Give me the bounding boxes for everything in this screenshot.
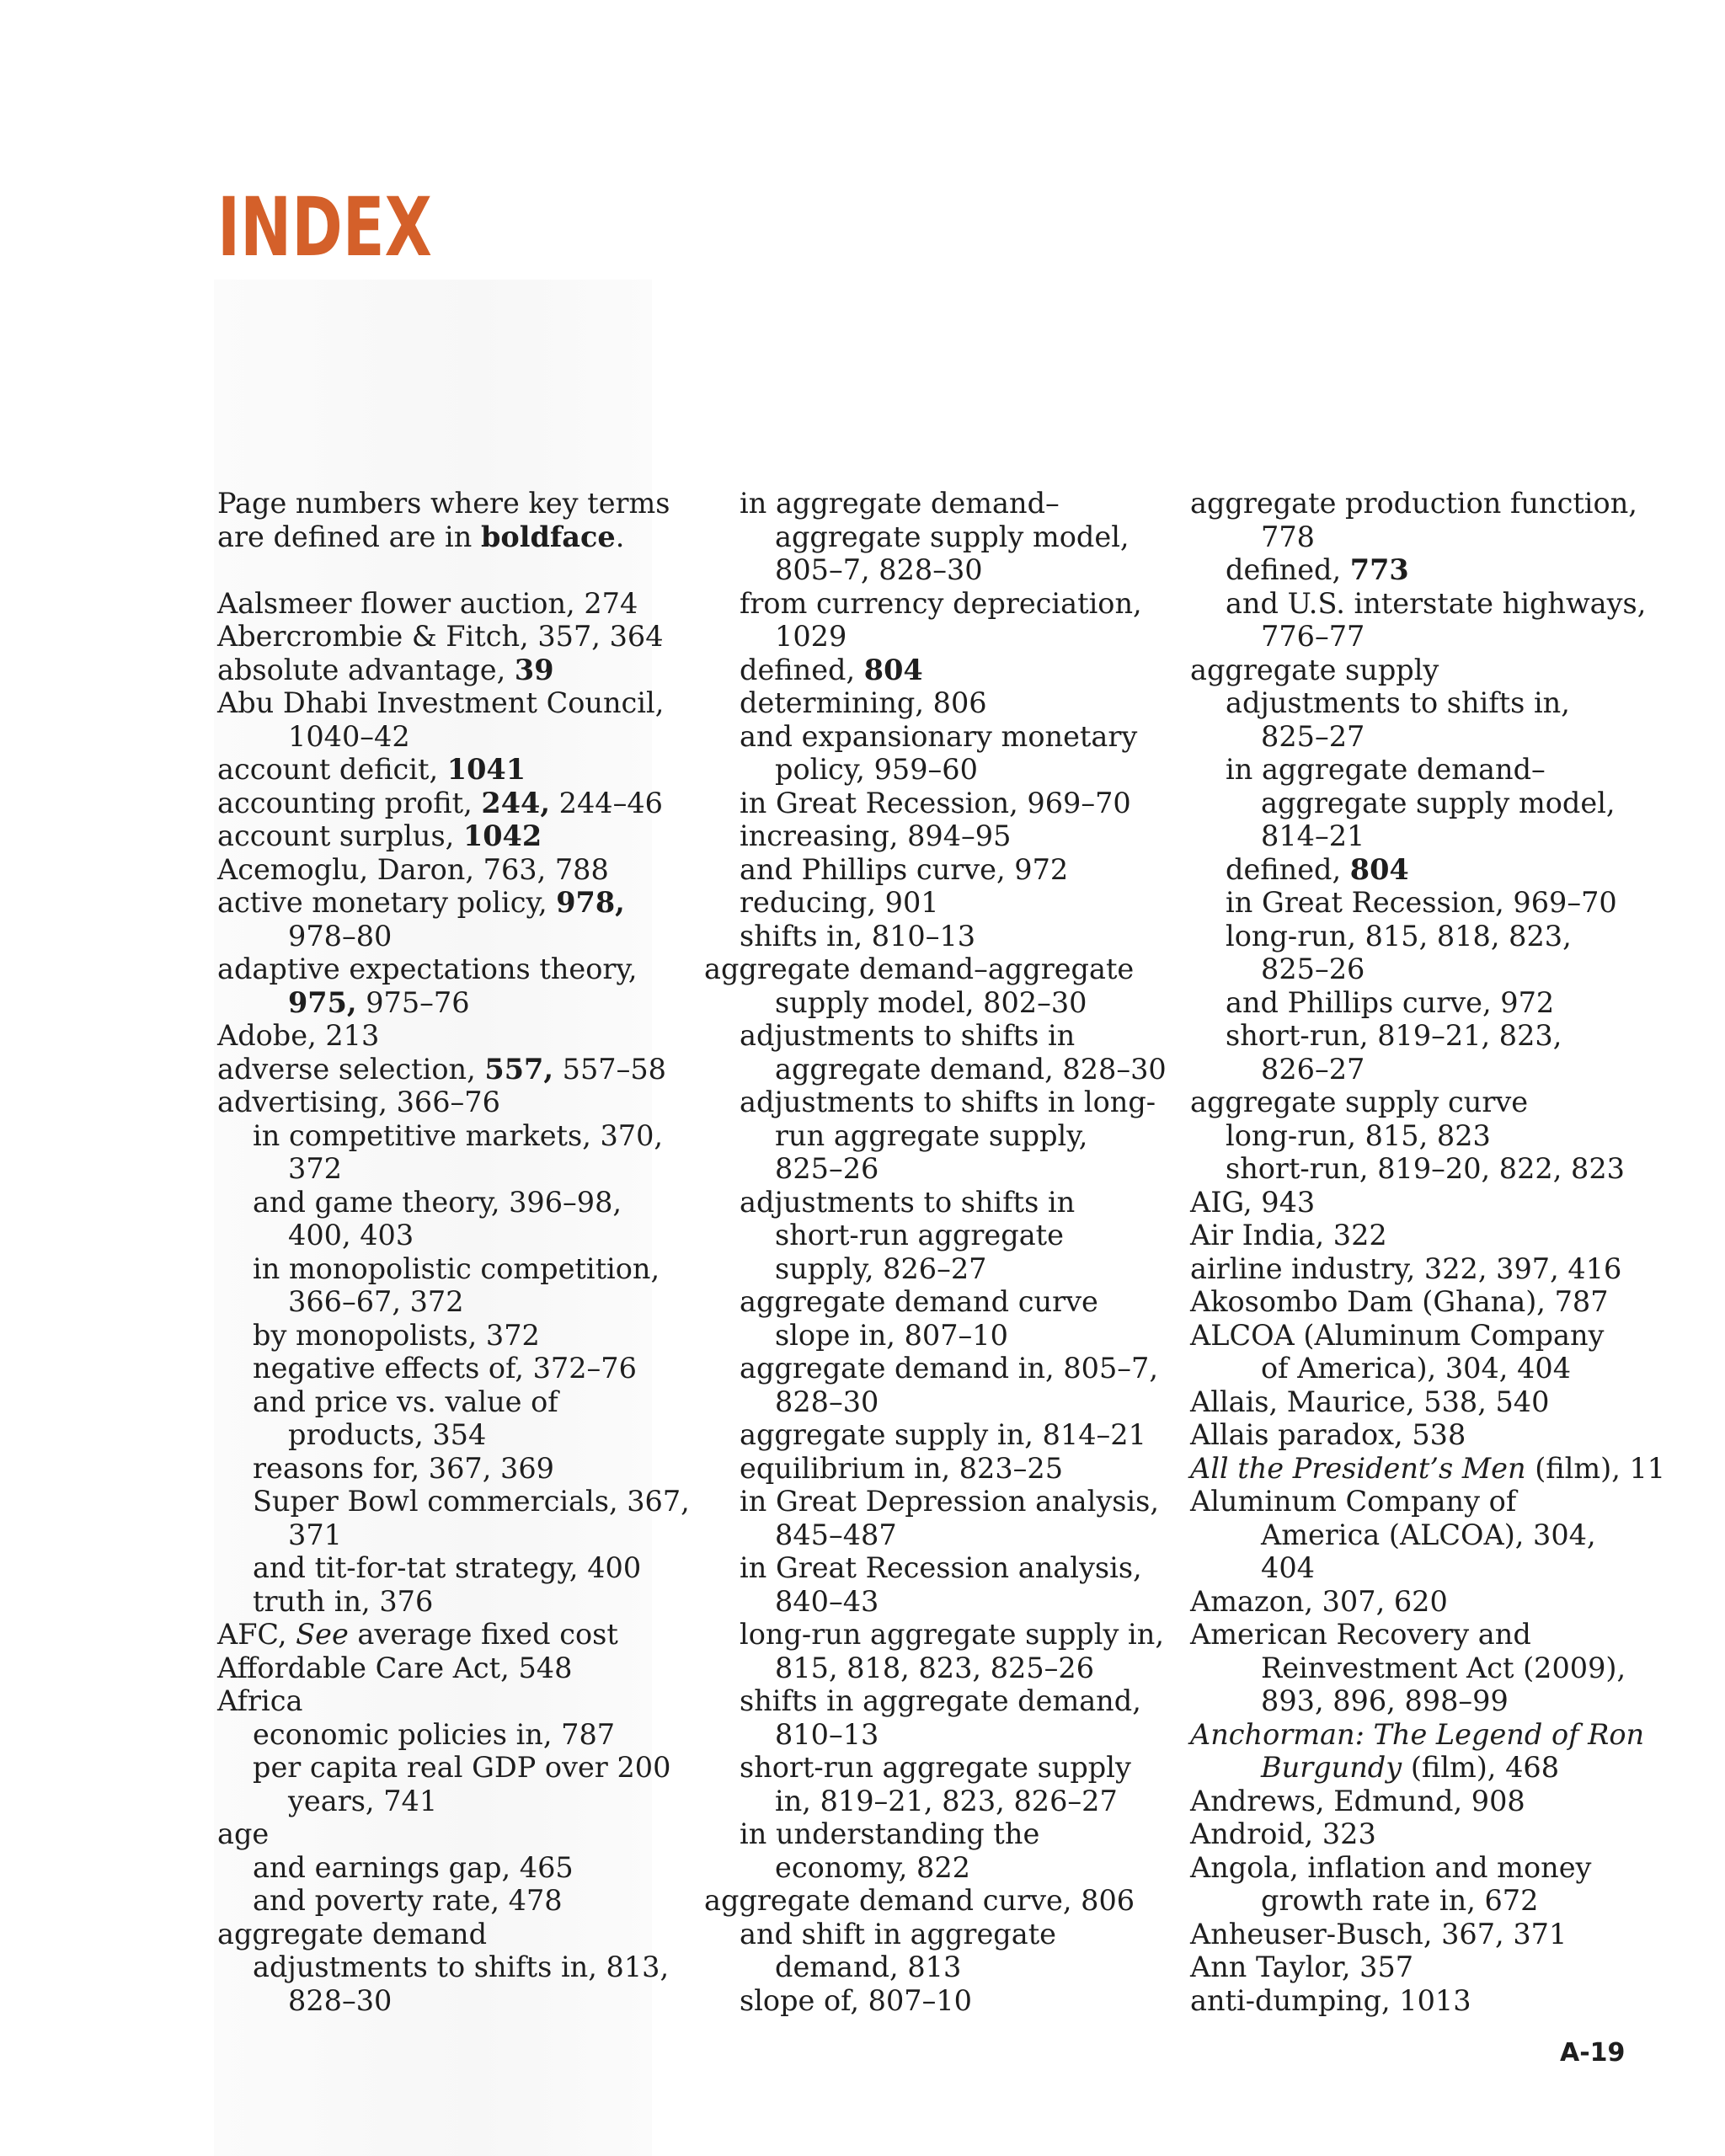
index-subentry: adjustments to shifts in long- xyxy=(740,1086,1156,1118)
index-entry-continuation: 810–13 xyxy=(775,1717,879,1751)
index-subentry: aggregate supply in, 814–21 xyxy=(740,1418,1146,1451)
index-entry-continuation: 825–27 xyxy=(1261,719,1365,753)
index-subentry: in Great Recession, 969–70 xyxy=(1226,886,1617,919)
index-subentry: and expansionary monetary xyxy=(740,719,1138,753)
index-entry-continuation: 845–487 xyxy=(775,1518,897,1551)
index-entry-continuation: 828–30 xyxy=(288,1983,393,2017)
index-subentry: shifts in aggregate demand, xyxy=(740,1684,1141,1717)
index-entry: adaptive expectations theory, xyxy=(217,953,638,985)
index-subentry: adjustments to shifts in xyxy=(740,1019,1076,1052)
index-entry: Abercrombie & Fitch, 357, 364 xyxy=(217,620,664,653)
index-entry-continuation: 1040–42 xyxy=(288,719,410,753)
index-subentry: economic policies in, 787 xyxy=(253,1717,616,1751)
index-entry-continuation: 778 xyxy=(1261,520,1315,553)
index-entry-continuation: supply, 826–27 xyxy=(775,1251,987,1285)
index-subentry: short-run aggregate supply xyxy=(740,1751,1131,1784)
index-subentry: and price vs. value of xyxy=(253,1385,558,1418)
index-entry: advertising, 366–76 xyxy=(217,1086,500,1118)
index-subentry: adjustments to shifts in, xyxy=(1226,686,1570,719)
index-entry: Africa xyxy=(217,1684,303,1717)
index-subentry: in Great Recession, 969–70 xyxy=(740,786,1131,819)
index-entry: Allais, Maurice, 538, 540 xyxy=(1190,1385,1550,1418)
index-subentry: aggregate demand in, 805–7, xyxy=(740,1352,1158,1385)
index-entry: account surplus, 1042 xyxy=(217,819,542,852)
index-subentry: in competitive markets, 370, xyxy=(253,1118,664,1152)
index-entry: Adobe, 213 xyxy=(217,1019,380,1052)
index-subentry: from currency depreciation, xyxy=(740,586,1142,620)
index-subentry: per capita real GDP over 200 xyxy=(253,1751,671,1784)
index-subentry: and shift in aggregate xyxy=(740,1917,1056,1951)
index-subentry: in Great Depression analysis, xyxy=(740,1485,1159,1518)
index-entry-continuation: 371 xyxy=(288,1518,342,1551)
index-subentry: long-run aggregate supply in, xyxy=(740,1618,1164,1651)
index-entry-continuation: aggregate supply model, xyxy=(1261,786,1616,819)
index-entry-continuation: 825–26 xyxy=(775,1152,879,1185)
index-subentry: in aggregate demand– xyxy=(1226,753,1546,786)
index-subentry: determining, 806 xyxy=(740,686,987,719)
index-entry: aggregate production function, xyxy=(1190,487,1637,520)
index-subentry: adjustments to shifts in, 813, xyxy=(253,1951,670,1983)
index-entry-continuation: America (ALCOA), 304, xyxy=(1261,1518,1596,1551)
index-entry: age xyxy=(217,1817,270,1850)
index-entry: aggregate supply xyxy=(1190,653,1439,686)
index-subentry: defined, 804 xyxy=(1226,852,1409,886)
index-entry: American Recovery and xyxy=(1190,1618,1531,1651)
index-entry: aggregate demand–aggregate xyxy=(704,953,1135,985)
index-entry: Akosombo Dam (Ghana), 787 xyxy=(1190,1285,1609,1318)
index-entry: anti-dumping, 1013 xyxy=(1190,1983,1471,2017)
index-entry: Acemoglu, Daron, 763, 788 xyxy=(217,852,609,886)
index-entry-continuation: slope in, 807–10 xyxy=(775,1318,1008,1352)
index-entry: Allais paradox, 538 xyxy=(1190,1418,1466,1451)
index-entry-continuation: 805–7, 828–30 xyxy=(775,553,983,586)
index-entry-continuation: aggregate demand, 828–30 xyxy=(775,1052,1167,1086)
index-column-1 xyxy=(217,487,690,2017)
index-entry: Amazon, 307, 620 xyxy=(1190,1584,1448,1618)
index-subentry: and earnings gap, 465 xyxy=(253,1850,574,1884)
index-entry-continuation: demand, 813 xyxy=(775,1951,962,1983)
index-entry-continuation: of America), 304, 404 xyxy=(1261,1352,1572,1385)
page-number: A-19 xyxy=(1560,2038,1626,2068)
index-entry-continuation: short-run aggregate xyxy=(775,1219,1064,1251)
index-entry-continuation: 828–30 xyxy=(775,1385,879,1418)
index-subentry: short-run, 819–21, 823, xyxy=(1226,1019,1562,1052)
index-entry: Abu Dhabi Investment Council, xyxy=(217,686,665,719)
index-entry-continuation: Burgundy (film), 468 xyxy=(1261,1751,1560,1784)
index-entry-continuation: run aggregate supply, xyxy=(775,1118,1088,1152)
index-entry: Ann Taylor, 357 xyxy=(1190,1951,1414,1983)
index-subentry: defined, 804 xyxy=(740,653,923,686)
index-entry-continuation: 372 xyxy=(288,1152,342,1185)
index-entry: adverse selection, 557, 557–58 xyxy=(217,1052,666,1086)
index-subentry: in Great Recession analysis, xyxy=(740,1551,1142,1584)
index-entry: Aalsmeer flower auction, 274 xyxy=(217,586,638,620)
index-entry-continuation: 814–21 xyxy=(1261,819,1365,852)
index-subentry: and Phillips curve, 972 xyxy=(740,852,1069,886)
index-entry-continuation: 975, 975–76 xyxy=(288,985,470,1019)
index-entry: absolute advantage, 39 xyxy=(217,653,554,686)
index-subentry: increasing, 894–95 xyxy=(740,819,1012,852)
index-entry: Andrews, Edmund, 908 xyxy=(1190,1784,1525,1817)
index-entry: aggregate demand curve, 806 xyxy=(704,1884,1135,1917)
index-entry-continuation: years, 741 xyxy=(288,1784,438,1817)
index-subentry: Super Bowl commercials, 367, xyxy=(253,1485,690,1518)
index-subentry: and poverty rate, 478 xyxy=(253,1884,563,1917)
index-entry: airline industry, 322, 397, 416 xyxy=(1190,1251,1622,1285)
index-column-3 xyxy=(1190,487,1665,2017)
index-entry: aggregate supply curve xyxy=(1190,1086,1529,1118)
index-entry-continuation: 366–67, 372 xyxy=(288,1285,464,1318)
index-subentry: slope of, 807–10 xyxy=(740,1983,972,2017)
index-entry-continuation: products, 354 xyxy=(288,1418,487,1451)
index-subentry: truth in, 376 xyxy=(253,1584,434,1618)
index-subentry: and game theory, 396–98, xyxy=(253,1185,622,1219)
index-entry-continuation: 1029 xyxy=(775,620,847,653)
index-subentry: shifts in, 810–13 xyxy=(740,919,976,953)
index-entry: Affordable Care Act, 548 xyxy=(217,1651,573,1684)
index-column-2 xyxy=(704,487,1167,2017)
index-entry-continuation: economy, 822 xyxy=(775,1850,970,1884)
index-entry: All the President’s Men (film), 11 xyxy=(1190,1451,1666,1485)
index-entry-continuation: supply model, 802–30 xyxy=(775,985,1087,1019)
index-entry-continuation: 826–27 xyxy=(1261,1052,1365,1086)
index-entry-continuation: 825–26 xyxy=(1261,953,1365,985)
index-subentry: adjustments to shifts in xyxy=(740,1185,1076,1219)
index-entry: ALCOA (Aluminum Company xyxy=(1190,1318,1605,1352)
index-entry-continuation: 978–80 xyxy=(288,919,393,953)
index-subentry: short-run, 819–20, 822, 823 xyxy=(1226,1152,1625,1185)
index-entry: AFC, See average fixed cost xyxy=(217,1618,618,1651)
index-entry: active monetary policy, 978, xyxy=(217,886,625,919)
index-entry: aggregate demand xyxy=(217,1917,488,1951)
index-subentry: long-run, 815, 818, 823, xyxy=(1226,919,1572,953)
index-entry-continuation: aggregate supply model, xyxy=(775,520,1130,553)
index-entry: account deficit, 1041 xyxy=(217,753,526,786)
index-entry: Android, 323 xyxy=(1190,1817,1376,1850)
index-entry-continuation: 893, 896, 898–99 xyxy=(1261,1684,1509,1717)
index-subentry: in monopolistic competition, xyxy=(253,1251,660,1285)
index-entry: accounting profit, 244, 244–46 xyxy=(217,786,663,819)
index-entry-continuation: 776–77 xyxy=(1261,620,1365,653)
index-subentry: and U.S. interstate highways, xyxy=(1226,586,1647,620)
index-subentry: equilibrium in, 823–25 xyxy=(740,1451,1064,1485)
index-subentry: reducing, 901 xyxy=(740,886,939,919)
index-subentry: defined, 773 xyxy=(1226,553,1409,586)
index-subentry: in aggregate demand– xyxy=(740,487,1060,520)
index-subentry: aggregate demand curve xyxy=(740,1285,1098,1318)
index-subentry: and tit-for-tat strategy, 400 xyxy=(253,1551,642,1584)
index-entry-continuation: growth rate in, 672 xyxy=(1261,1884,1539,1917)
index-entry: Anheuser-Busch, 367, 371 xyxy=(1190,1917,1567,1951)
intro-note: Page numbers where key terms xyxy=(217,487,670,520)
index-entry-continuation: Reinvestment Act (2009), xyxy=(1261,1651,1626,1684)
index-entry-continuation: 400, 403 xyxy=(288,1219,414,1251)
index-subentry: negative effects of, 372–76 xyxy=(253,1352,637,1385)
index-subentry: reasons for, 367, 369 xyxy=(253,1451,554,1485)
index-entry-continuation: policy, 959–60 xyxy=(775,753,978,786)
index-entry: Anchorman: The Legend of Ron xyxy=(1190,1717,1645,1751)
index-entry: AIG, 943 xyxy=(1190,1185,1316,1219)
page-title: INDEX xyxy=(217,180,432,275)
index-entry: Angola, inflation and money xyxy=(1190,1850,1592,1884)
index-entry: Air India, 322 xyxy=(1190,1219,1387,1251)
index-entry-continuation: 815, 818, 823, 825–26 xyxy=(775,1651,1095,1684)
index-entry-continuation: 840–43 xyxy=(775,1584,879,1618)
intro-note-2: are defined are in boldface. xyxy=(217,520,625,553)
index-subentry: long-run, 815, 823 xyxy=(1226,1118,1491,1152)
index-entry-continuation: 404 xyxy=(1261,1551,1315,1584)
index-subentry: in understanding the xyxy=(740,1817,1040,1850)
index-subentry: by monopolists, 372 xyxy=(253,1318,540,1352)
index-entry: Aluminum Company of xyxy=(1190,1485,1517,1518)
index-subentry: and Phillips curve, 972 xyxy=(1226,985,1555,1019)
index-entry-continuation: in, 819–21, 823, 826–27 xyxy=(775,1784,1118,1817)
